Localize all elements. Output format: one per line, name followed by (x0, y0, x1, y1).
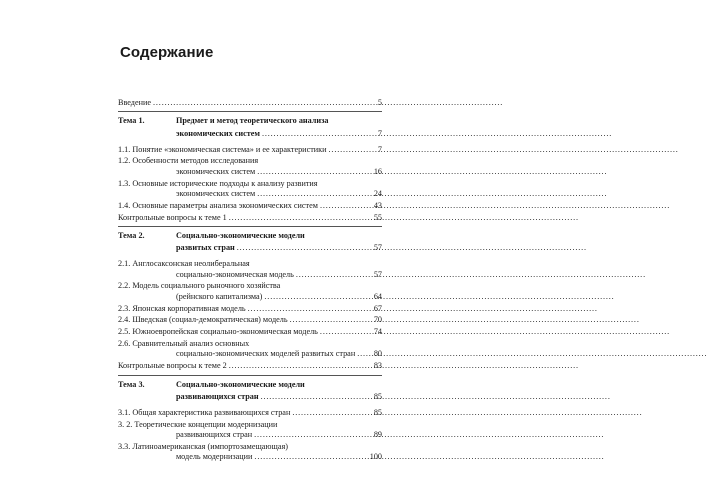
toc-page-number: 70 (373, 315, 382, 325)
dot-leader (329, 145, 376, 155)
dot-leader (296, 270, 372, 280)
toc-page-number: 7 (377, 144, 382, 154)
toc-entry-text: Контрольные вопросы к теме 1 (118, 212, 227, 222)
dot-leader (261, 392, 372, 402)
toc-entry (118, 179, 382, 189)
dot-leader (153, 98, 376, 108)
chapter-heading (118, 116, 382, 126)
toc-page-number: 43 (373, 200, 382, 210)
chapter-heading-cont (118, 243, 382, 253)
toc-entry-text: 2.1. Англосаксонская неолиберальная (118, 259, 250, 269)
chapter-label: Тема 1. (118, 116, 145, 126)
toc-page-number: 100 (369, 452, 382, 462)
toc-page-number: 80 (373, 349, 382, 359)
dot-leader (264, 292, 371, 302)
toc-entry-cont (118, 292, 382, 302)
chapter-1 (118, 116, 382, 223)
chapter-title: Социально-экономические модели (176, 231, 305, 241)
toc-page-number: 57 (373, 269, 382, 279)
toc-entry-text: развивающихся стран (176, 430, 253, 440)
toc-entry (118, 327, 382, 337)
toc-page-number: 24 (373, 189, 382, 199)
dot-leader (257, 167, 372, 177)
toc-entry (118, 420, 382, 430)
toc-page-number: 5 (377, 98, 382, 107)
toc-entry-text: 2.3. Японская корпоративная модель (118, 303, 246, 313)
toc-entry-text: Контрольные вопросы к теме 2 (118, 361, 227, 371)
toc-page-number: 57 (373, 243, 382, 253)
chapter-title: развитых стран (176, 243, 235, 253)
divider (118, 111, 382, 112)
dot-leader (320, 327, 372, 337)
toc-entry-cont (118, 452, 382, 462)
toc-entry-text: экономических систем (176, 166, 256, 176)
chapter-label: Тема 2. (118, 231, 145, 241)
toc-entry-text: 1.1. Понятие «экономическая система» и ее характеристики (118, 144, 327, 154)
toc-entry-text: социально-экономическая модель (176, 269, 294, 279)
chapter-title: Социально-экономические модели (176, 379, 305, 389)
toc-entry-cont (118, 270, 382, 280)
chapter-heading-cont (118, 129, 382, 139)
page-title: Содержание (120, 44, 214, 61)
toc-entry-text: 1.3. Основные исторические подходы к анализу развития (118, 178, 318, 188)
toc-entry-cont (118, 167, 382, 177)
toc-entry (118, 361, 382, 371)
chapter-3 (118, 380, 382, 463)
toc-page-number: 16 (373, 166, 382, 176)
toc-entry (118, 408, 382, 418)
chapter-2 (118, 231, 382, 372)
toc-page-number: 74 (373, 327, 382, 337)
chapter-heading (118, 231, 382, 241)
toc-entry (118, 259, 382, 269)
toc-entry-text: 3.3. Латиноамериканская (импортозамещающая) (118, 441, 288, 451)
chapter-title: экономических систем (176, 128, 260, 138)
toc-page-number: 64 (373, 291, 382, 301)
chapter-title: развивающихся стран (176, 392, 259, 402)
chapter-title: Предмет и метод теоретического анализа (176, 116, 329, 126)
toc-page-number: 55 (373, 212, 382, 222)
dot-leader (248, 304, 372, 314)
toc-page-number: 89 (373, 430, 382, 440)
toc-page-number: 85 (373, 407, 382, 417)
toc-entry (118, 201, 382, 211)
dot-leader (229, 361, 372, 371)
dot-leader (229, 213, 372, 223)
toc-entry-text: модель модернизации (176, 452, 253, 462)
toc-entry-text: 1.4. Основные параметры анализа экономических систем (118, 200, 318, 210)
dot-leader (357, 349, 372, 359)
toc-entry-text: 2.5. Южноевропейская социально-экономическая модель (118, 327, 318, 337)
dot-leader (292, 408, 371, 418)
toc-entry (118, 145, 382, 155)
chapter-label: Тема 3. (118, 379, 145, 389)
table-of-contents (118, 98, 382, 463)
toc-entry (118, 304, 382, 314)
toc-entry (118, 339, 382, 349)
toc-page-number: 67 (373, 303, 382, 313)
chapter-heading-cont (118, 392, 382, 402)
toc-entry (118, 213, 382, 223)
toc-entry-text: 2.2. Модель социального рыночного хозяйства (118, 281, 281, 291)
toc-page-number: 85 (373, 392, 382, 402)
chapter-heading (118, 380, 382, 390)
toc-entry-text: 2.6. Сравнительный анализ основных (118, 339, 250, 349)
toc-entry-text: экономических систем (176, 189, 256, 199)
dot-leader (262, 129, 376, 139)
toc-page-number: 7 (377, 128, 382, 138)
dot-leader (254, 452, 367, 462)
toc-page-number: 83 (373, 361, 382, 371)
toc-entry (118, 281, 382, 291)
dot-leader (257, 189, 372, 199)
toc-entry-text: 3.1. Общая характеристика развивающихся стран (118, 407, 291, 417)
toc-entry-text: 2.4. Шведская (социал-демократическая) модель (118, 315, 288, 325)
toc-entry-text: 3. 2. Теоретические концепции модернизации (118, 419, 278, 429)
toc-entry (118, 442, 382, 452)
toc-entry-cont (118, 349, 382, 359)
toc-entry-text: Введение (118, 98, 152, 107)
dot-leader (254, 430, 372, 440)
toc-entry-text: социально-экономических моделей развитых стран (176, 349, 356, 359)
toc-entry-intro (118, 98, 382, 108)
toc-entry-cont (118, 430, 382, 440)
dot-leader (320, 201, 372, 211)
toc-entry-text: (рейнского капитализма) (176, 291, 263, 301)
toc-entry (118, 156, 382, 166)
toc-entry-text: 1.2. Особенности методов исследования (118, 156, 259, 166)
divider (118, 226, 382, 227)
toc-entry-cont (118, 189, 382, 199)
dot-leader (237, 243, 372, 253)
dot-leader (290, 315, 372, 325)
toc-entry (118, 315, 382, 325)
divider (118, 375, 382, 376)
